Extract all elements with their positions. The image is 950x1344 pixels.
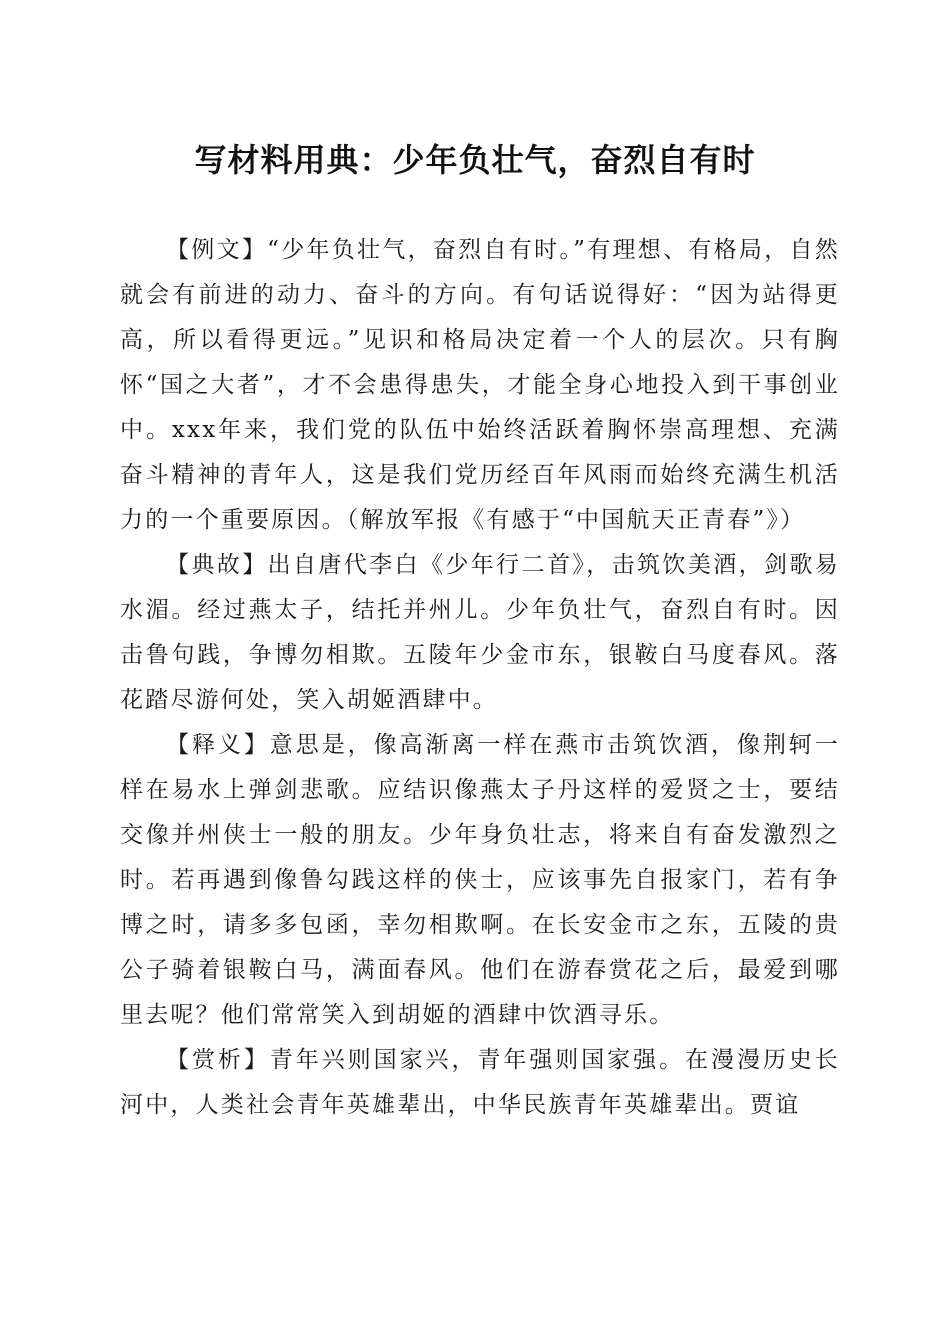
- paragraph-allusion: 【典故】出自唐代李白《少年行二首》，击筑饮美酒，剑歌易水湄。经过燕太子，结托并州儿。少年负壮气，奋烈自有时。因击鲁句践，争博勿相欺。五陵年少金市东，银鞍白马度春风。落花踏尽游何处，笑入胡姬酒肆中。: [120, 552, 840, 713]
- paragraph-appreciation: 【赏析】青年兴则国家兴，青年强则国家强。在漫漫历史长河中，人类社会青年英雄辈出，中华民族青年英雄辈出。贾谊: [120, 1047, 840, 1118]
- paragraph-explanation: 【释义】意思是，像高渐离一样在燕市击筑饮酒，像荆轲一样在易水上弹剑悲歌。应结识像燕太子丹这样的爱贤之士，要结交像并州侠士一般的朋友。少年身负壮志，将来自有奋发激烈之时。若再遇到像鲁勾践这样的侠士，应该事先自报家门，若有争博之时，请多多包函，幸勿相欺啊。在长安金市之东，五陵的贵公子骑着银鞍白马，满面春风。他们在游春赏花之后，最爱到哪里去呢？他们常常笑入到胡姬的酒肆中饮酒寻乐。: [120, 732, 840, 1028]
- document-title: 写材料用典：少年负壮气，奋烈自有时: [194, 141, 756, 179]
- document-body: [120, 228, 840, 1128]
- paragraph-example: 【例文】“少年负壮气，奋烈自有时。”有理想、有格局，自然就会有前进的动力、奋斗的方向。有句话说得好：“因为站得更高，所以看得更远。”见识和格局决定着一个人的层次。只有胸怀“国之大者”，才不会患得患失，才能全身心地投入到干事创业中。xxx年来，我们党的队伍中始终活跃着胸怀崇高理想、充满奋斗精神的青年人，这是我们党历经百年风雨而始终充满生机活力的一个重要原因。（解放军报《有感于“中国航天正青春”》）: [120, 237, 840, 533]
